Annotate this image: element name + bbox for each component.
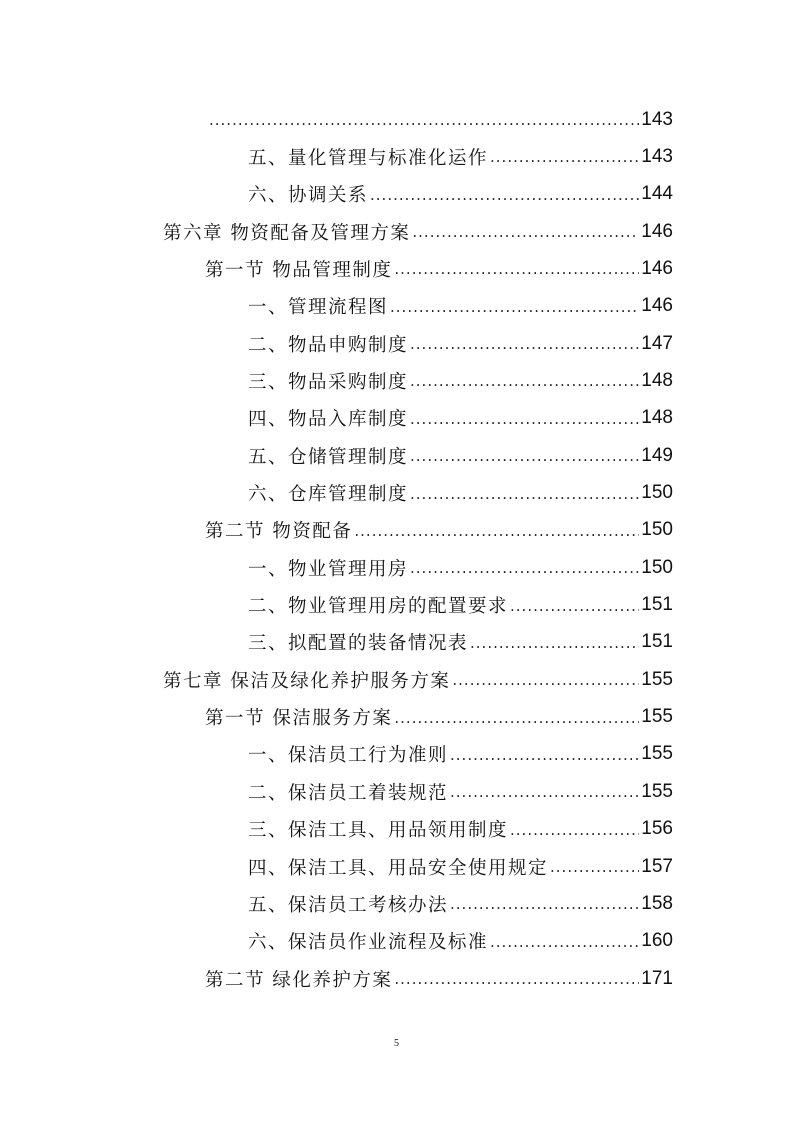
dot-leader bbox=[412, 223, 639, 250]
toc-entry-title: 第六章 物资配备及管理方案 bbox=[163, 222, 411, 244]
toc-entry-title: 第一节 保洁服务方案 bbox=[205, 708, 393, 730]
dot-leader bbox=[550, 858, 639, 885]
toc-entry-title: 五、保洁员工考核办法 bbox=[248, 894, 449, 916]
toc-entry-page: 151 bbox=[641, 594, 673, 616]
toc-entry-chapter[interactable] bbox=[163, 661, 673, 698]
toc-entry-page: 144 bbox=[641, 183, 673, 205]
toc-entry-page: 143 bbox=[641, 108, 673, 130]
dot-leader bbox=[410, 372, 639, 399]
toc-entry-item[interactable] bbox=[248, 288, 673, 325]
dot-leader bbox=[510, 597, 639, 624]
toc-entry-page: 149 bbox=[641, 444, 673, 466]
dot-leader bbox=[410, 559, 639, 586]
dot-leader bbox=[410, 485, 639, 512]
toc-entry-page: 157 bbox=[641, 855, 673, 877]
dot-leader bbox=[410, 410, 639, 437]
toc-entry-title: 六、协调关系 bbox=[248, 185, 369, 207]
dot-leader bbox=[209, 111, 639, 138]
dot-leader bbox=[452, 671, 639, 698]
toc-entry-item[interactable] bbox=[248, 848, 673, 885]
toc-entry-title: 第一节 物品管理制度 bbox=[205, 259, 393, 281]
toc-entry-title: 二、物业管理用房的配置要求 bbox=[248, 596, 509, 618]
toc-entry-item[interactable] bbox=[248, 362, 673, 399]
toc-entry-item[interactable] bbox=[248, 923, 673, 960]
toc-entry-title: 三、物品采购制度 bbox=[248, 371, 409, 393]
dot-leader bbox=[510, 821, 639, 848]
toc-entry-item[interactable] bbox=[248, 549, 673, 586]
toc-entry-page: 148 bbox=[641, 369, 673, 391]
toc-entry-page: 148 bbox=[641, 407, 673, 429]
toc-entry-section[interactable] bbox=[205, 512, 673, 549]
dot-leader bbox=[450, 895, 639, 922]
toc-entry-title: 三、拟配置的装备情况表 bbox=[248, 633, 469, 655]
toc-entry-page: 146 bbox=[641, 295, 673, 317]
toc-entry-title: 六、保洁员作业流程及标准 bbox=[248, 932, 489, 954]
toc-entry-title: 四、保洁工具、用品安全使用规定 bbox=[248, 857, 549, 879]
toc-entry-item[interactable] bbox=[248, 138, 673, 175]
page-number: 5 bbox=[394, 1038, 399, 1049]
toc-entry-page: 155 bbox=[641, 668, 673, 690]
toc-entry-title: 五、量化管理与标准化运作 bbox=[248, 147, 489, 169]
toc-entry-item[interactable] bbox=[248, 400, 673, 437]
toc-entry-title: 一、管理流程图 bbox=[248, 297, 389, 319]
toc-entry-page: 160 bbox=[641, 930, 673, 952]
toc-entry-section[interactable] bbox=[205, 699, 673, 736]
dot-leader bbox=[354, 522, 639, 549]
toc-entry-item[interactable] bbox=[248, 325, 673, 362]
toc-entry-item[interactable] bbox=[248, 773, 673, 810]
toc-entry-item[interactable] bbox=[248, 587, 673, 624]
toc-entry-page: 155 bbox=[641, 706, 673, 728]
dot-leader bbox=[390, 298, 639, 325]
toc-entry-page: 156 bbox=[641, 818, 673, 840]
toc-entry-page: 150 bbox=[641, 556, 673, 578]
toc-entry-title: 四、物品入库制度 bbox=[248, 409, 409, 431]
toc-entry-page: 151 bbox=[641, 631, 673, 653]
toc-entry-item[interactable] bbox=[248, 736, 673, 773]
toc-entry-title: 二、保洁员工着装规范 bbox=[248, 782, 449, 804]
toc-entry-section[interactable] bbox=[205, 250, 673, 287]
toc-entry-page: 158 bbox=[641, 892, 673, 914]
dot-leader bbox=[470, 634, 639, 661]
toc-entry-page: 147 bbox=[641, 332, 673, 354]
toc-entry-title: 第七章 保洁及绿化养护服务方案 bbox=[163, 670, 451, 692]
toc-entry-item[interactable] bbox=[248, 475, 673, 512]
toc-entry-title: 第二节 物资配备 bbox=[205, 521, 353, 543]
dot-leader bbox=[450, 783, 639, 810]
dot-leader bbox=[394, 709, 639, 736]
dot-leader bbox=[450, 746, 639, 773]
toc-entry-page: 150 bbox=[641, 519, 673, 541]
toc-entry-page: 146 bbox=[641, 220, 673, 242]
toc-entry-cont[interactable] bbox=[207, 101, 673, 138]
toc-entry-title: 一、物业管理用房 bbox=[248, 558, 409, 580]
dot-leader bbox=[394, 970, 639, 997]
dot-leader bbox=[490, 933, 639, 960]
toc-entry-page: 146 bbox=[641, 257, 673, 279]
toc-entry-title: 六、仓库管理制度 bbox=[248, 484, 409, 505]
toc-entry-chapter[interactable] bbox=[163, 213, 673, 250]
toc-entry-item[interactable] bbox=[248, 885, 673, 922]
toc-entry-item[interactable] bbox=[248, 437, 673, 474]
dot-leader bbox=[394, 260, 639, 287]
toc-entry-page: 155 bbox=[641, 780, 673, 802]
dot-leader bbox=[410, 335, 639, 362]
toc-entry-title: 二、物品申购制度 bbox=[248, 334, 409, 356]
dot-leader bbox=[410, 447, 639, 474]
toc-entry-item[interactable] bbox=[248, 176, 673, 213]
toc-entry-page: 150 bbox=[641, 482, 673, 503]
toc-entry-section[interactable] bbox=[205, 960, 673, 997]
toc-entry-page: 143 bbox=[641, 145, 673, 167]
dot-leader bbox=[490, 148, 639, 175]
toc-entry-title: 三、保洁工具、用品领用制度 bbox=[248, 820, 509, 842]
toc-entry-title: 一、保洁员工行为准则 bbox=[248, 745, 449, 767]
toc-entry-item[interactable] bbox=[248, 811, 673, 848]
toc-entry-title: 第二节 绿化养护方案 bbox=[205, 969, 393, 991]
toc-entry-page: 171 bbox=[641, 967, 673, 989]
dot-leader bbox=[370, 186, 639, 213]
toc-entry-item[interactable] bbox=[248, 624, 673, 661]
toc-entry-page: 155 bbox=[641, 743, 673, 765]
toc-entry-title: 五、仓储管理制度 bbox=[248, 446, 409, 468]
